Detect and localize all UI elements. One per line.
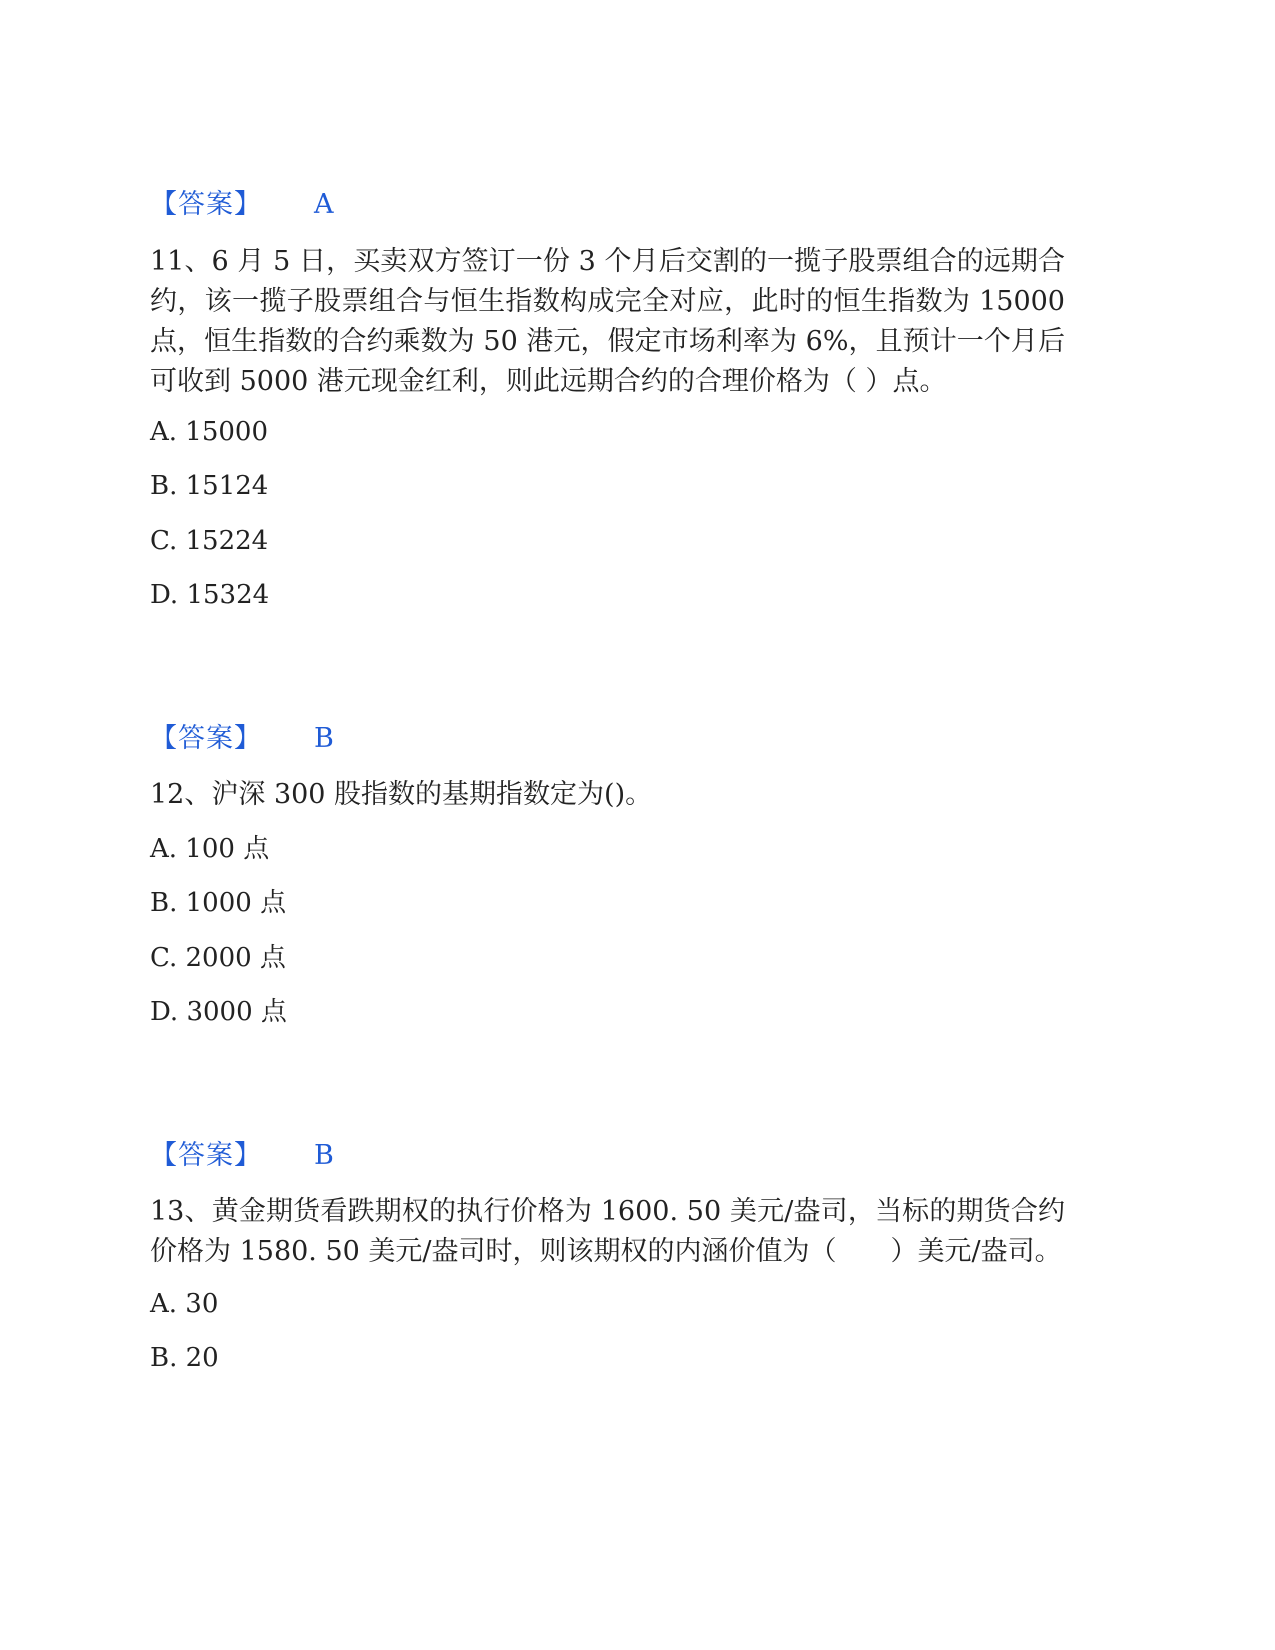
answer-label: 【答案】 <box>150 723 262 754</box>
answer-label: 【答案】 <box>150 189 262 220</box>
answer-line <box>150 723 1110 755</box>
answer-value: B <box>314 723 334 754</box>
question-11-option-c: C. 15224 <box>150 526 269 556</box>
question-11-option-b: B. 15124 <box>150 471 269 501</box>
question-12-option-d: D. 3000 点 <box>150 997 287 1027</box>
question-12-option-c: C. 2000 点 <box>150 943 286 973</box>
answer-line <box>150 189 1110 221</box>
answer-value: A <box>314 189 334 220</box>
question-13-option-b: B. 20 <box>150 1343 219 1373</box>
question-13-text: 13、黄金期货看跌期权的执行价格为 1600. 50 美元/盎司，当标的期货合约价格为 1580. 50 美元/盎司时，则该期权的内涵价值为（ ）美元/盎司。 <box>150 1196 1065 1267</box>
question-12-text: 12、沪深 300 股指数的基期指数定为()。 <box>150 779 653 810</box>
question-11-text: 11、6 月 5 日，买卖双方签订一份 3 个月后交割的一揽子股票组合的远期合约，该一揽子股票组合与恒生指数构成完全对应，此时的恒生指数为 15000 点，恒生指数的合约乘数为 50 港元，假定市场利率为 6%，且预计一个月后可收到 5000 港元现金红利，则此远期合约的合理价格为（ ）点。 <box>150 246 1065 397</box>
answer-label: 【答案】 <box>150 1140 262 1171</box>
question-12-option-b: B. 1000 点 <box>150 888 287 918</box>
question-13-option-a: A. 30 <box>150 1289 219 1319</box>
question-12-option-a: A. 100 点 <box>150 834 270 864</box>
answer-value: B <box>314 1140 334 1171</box>
question-11-option-a: A. 15000 <box>150 417 269 447</box>
question-11-option-d: D. 15324 <box>150 580 270 610</box>
answer-line <box>150 1140 1110 1172</box>
